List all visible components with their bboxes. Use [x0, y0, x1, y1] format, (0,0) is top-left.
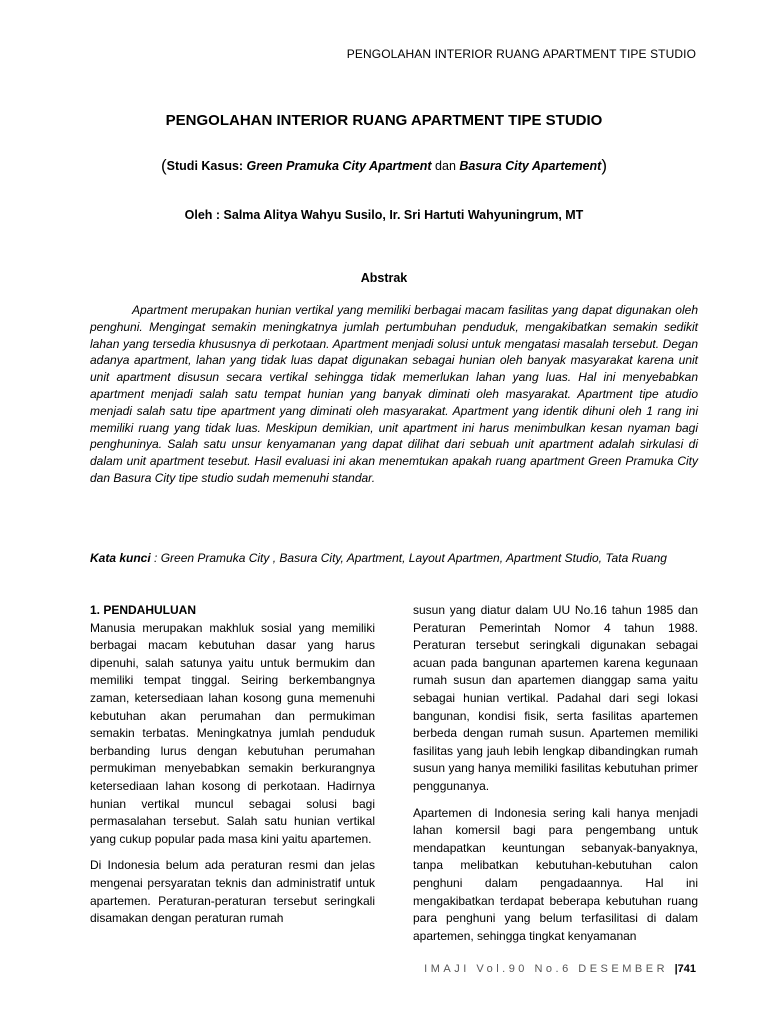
right-paragraph-2: Apartemen di Indonesia sering kali hanya menjadi lahan komersil bagi para pengembang untuk mendapatkan keuntungan sebanyak-banyaknya, tanpa melibatkan kebutuhan-kebutuhan calon penghuni dalam pengadaannya. Hal ini mengakibatkan terdapat beberapa kebutuhan ruang para penghuni yang belum terfasilitasi di dalam apartemen, sehingga tingkat kenyamanan [413, 805, 698, 943]
keywords-line [90, 551, 700, 565]
keywords-text: : Green Pramuka City , Basura City, Apartment, Layout Apartmen, Apartment Studio, Tata Ruang [150, 551, 667, 565]
paper-subtitle [0, 156, 768, 176]
abstract-body: Apartment merupakan hunian vertikal yang memiliki berbagai macam fasilitas yang dapat digunakan oleh penghuni. Mengingat semakin meningkatnya jumlah pertumbuhan penduduk, mengakibatkan semakin sedikit lahan yang tersedia khususnya di perkotaan. Apartment menjadi solusi untuk mengatasi masalah tersebut. Degan adanya apartment, lahan yang tidak luas dapat digunakan sebagai hunian oleh banyak masyarakat karena unit unit apartment disusun secara vertikal sehingga tidak memerlukan lahan yang luas. Hal ini menyebabkan apartment menjadi salah satu tempat hunian yang banyak diminati oleh masyarakat. Apartment tipe atudio menjadi salah satu tipe apartment yang diminati oleh masyarakat. Apartment yang identik dihuni oleh 1 rang ini memiliki ruang yang tidak luas. Meskipun demikian, unit apartment ini harus menimbulkan kesan nyaman bagi penghuninya. Salah satu unsur kenyamanan yang dapat dilihat dari sebuah unit apartment adalah sirkulasi di dalam unit apartment tesebut. Hasil evaluasi ini akan menemtukan apakah ruang apartment Green Pramuka City dan Basura City tipe studio sudah memenuhi standar. [90, 303, 698, 485]
keywords-label: Kata kunci [90, 551, 151, 565]
page-number: 741 [677, 963, 696, 975]
subtitle-close-paren: ) [601, 156, 607, 175]
subtitle-case-label: Studi Kasus: [166, 159, 247, 173]
subtitle-open-paren: ( [161, 156, 167, 175]
left-column [90, 602, 375, 937]
subtitle-case-2: Basura City Apartement [459, 159, 602, 173]
right-column [413, 602, 698, 954]
subtitle-conjunction: dan [431, 159, 460, 173]
paper-title: PENGOLAHAN INTERIOR RUANG APARTMENT TIPE STUDIO [165, 112, 603, 129]
abstract-heading: Abstrak [360, 271, 408, 285]
running-head: PENGOLAHAN INTERIOR RUANG APARTMENT TIPE STUDIO [346, 47, 696, 61]
right-paragraph-1: susun yang diatur dalam UU No.16 tahun 1985 dan Peraturan Pemerintah Nomor 4 tahun 1988. Peraturan tersebut seringkali digunakan sebagai acuan pada bangunan apartemen karena kegunaan rumah susun dan apartemen dianggap sama yaitu sebagai hunian vertikal. Padahal dari segi lokasi bangunan, kondisi fisik, serta fasilitas apartemen berbeda dengan rumah susun. Apartemen memiliki fasilitas yang jauh lebih lengkap dibandingkan rumah susun yang hanya memiliki fasilitas kebutuhan primer penggunanya. [413, 603, 698, 793]
footer-separator: | [674, 963, 678, 975]
subtitle-case-1: Green Pramuka City Apartment [246, 159, 432, 173]
section-heading-pendahuluan: 1. PENDAHULUAN [90, 603, 197, 617]
page-footer [424, 963, 696, 975]
footer-journal: IMAJI Vol.90 No.6 DESEMBER [424, 963, 675, 975]
left-paragraph-2: Di Indonesia belum ada peraturan resmi dan jelas mengenai persyaratan teknis dan administratif untuk apartemen. Peraturan-peraturan tersebut seringkali disamakan dengan peraturan rumah [90, 858, 375, 926]
author-line: Oleh : Salma Alitya Wahyu Susilo, Ir. Sri Hartuti Wahyuningrum, MT [184, 208, 584, 222]
left-paragraph-1: Manusia merupakan makhluk sosial yang memiliki berbagai macam kebutuhan dasar yang harus dipenuhi, salah satunya yaitu untuk bermukim dan memiliki tempat tinggal. Seiring berkembangnya zaman, ketersediaan lahan kosong guna memenuhi kebutuhan akan perumahan dan permukiman semakin terbatas. Meningkatnya jumlah penduduk berbanding lurus dengan kebutuhan perumahan permukiman menyebabkan semakin berkurangnya ketersediaan lahan kosong di perkotaan. Hadirnya hunian vertikal muncul sebagai solusi bagi permasalahan tersebut. Salah satu hunian vertikal yang cukup popular pada masa kini yaitu apartemen. [90, 620, 375, 846]
